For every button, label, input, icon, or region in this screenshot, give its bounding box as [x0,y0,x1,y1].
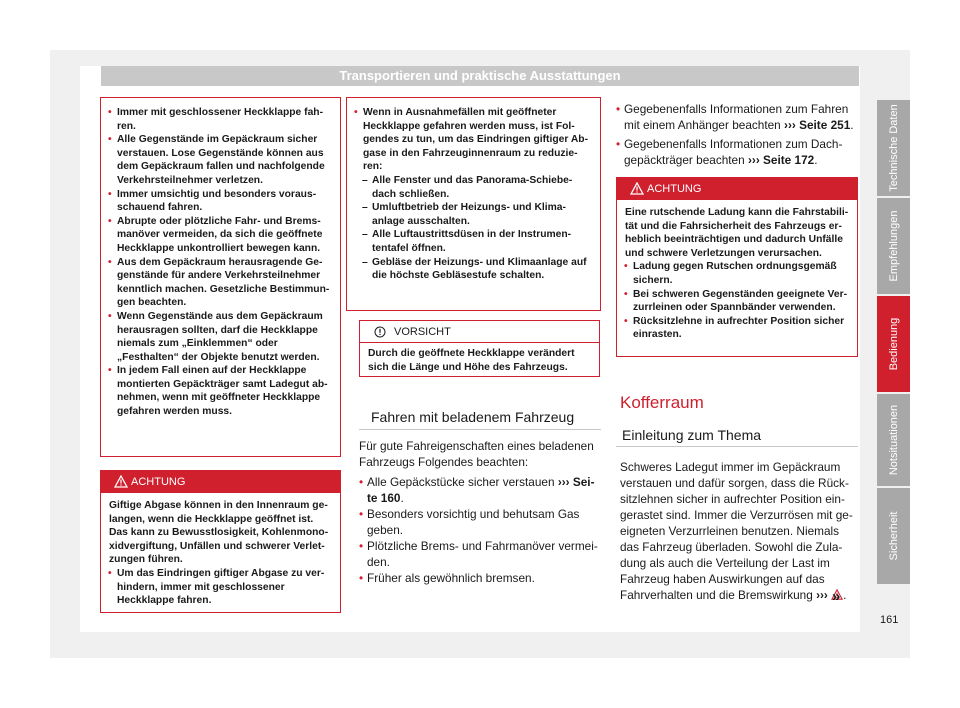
info-item [616,101,858,133]
side-tab-technische-daten[interactable] [877,100,910,196]
side-tab-label: Notsituationen [887,404,900,476]
warning-intro: Eine rutschende Ladung kann die Fahrstabilität und die Fahrsicherheit des Fahrzeugs erheblich beeinträchtigen und dadurch Unfälle und schwere Verletzungen verursachen. [625,207,849,259]
warning-item: • Immer mit geschlossener Heckklappe fahren. [109,106,332,133]
warning-item: • Bei schweren Gegenständen geeignete Verzurrleinen oder Spannbänder verwenden. [625,288,849,315]
section-item [359,474,601,506]
section-divider [616,446,858,447]
section-title: Fahren mit beladenem Fahrzeug [371,409,575,425]
page-number: 161 [880,614,899,626]
caution-heading: VORSICHT [394,326,451,338]
caution-header [360,321,599,343]
warning-item: • Abrupte oder plötzliche Fahr- und Bremsmanöver vermeiden, da sich die geöffnete Heckklappe unkontrolliert bewegen kann. [109,215,332,256]
info-item-end: . [814,153,818,167]
warning-heading: ACHTUNG [131,476,186,488]
intro-paragraph-text: Schweres Ladegut immer im Gepäckraum verstauen und dafür sorgen, dass die Rücksitzlehnen sicher in aufrechter Position eingerastet sind. Immer die Verzurrösen mit geeigneten Verzurrleinen benutzen. Niemals das Fahrzeug überladen. Sowohl die Zuladung als auch die Verteilung der Last im Fahrzeug haben Auswirkungen auf das Fahrverhalten und die Bremswirkung [620,460,853,602]
warning-intro: Giftige Abgase können in den Innenraum gelangen, wenn die Heckklappe geöffnet ist. Das kann zu Bewusstlosigkeit, Kohlenmonoxidvergiftung, Unfällen und schwerer Verletzungen führen. [109,500,329,566]
info-circle-icon [374,326,386,338]
warning-box-exhaust [100,470,341,613]
warning-heading: ACHTUNG [647,183,702,195]
warning-continued-box [100,97,341,457]
warning-item: • Um das Eindringen giftiger Abgase zu verhindern, immer mit geschlossener Heckklappe fahren. [109,567,332,608]
caution-text: Durch die geöffnete Heckklappe verändert sich die Länge und Höhe des Fahrzeugs. [368,348,575,373]
section-intro: Für gute Fahreigenschaften eines beladenen Fahrzeugs Folgendes beachten: [359,439,594,469]
section-item: • Früher als gewöhnlich bremsen. [359,570,601,586]
section-item: • Plötzliche Brems- und Fahrmanöver vermeiden. [359,538,601,570]
warning-item: • Aus dem Gepäckraum herausragende Gegenstände für andere Verkehrsteilnehmer kenntlich machen. Gesetzliche Bestimmungen beachten. [109,256,332,310]
section-divider [359,429,601,430]
caution-box [359,320,600,377]
warning-header [617,178,857,200]
intro-paragraph-end: . [843,588,847,602]
page-reference-link[interactable]: ››› Seite 251 [784,118,851,132]
info-item-text: Gegebenenfalls Informationen zum Fahren mit einem Anhänger beachten [624,102,849,132]
warning-item: • In jedem Fall einen auf der Heckklappe montierten Gepäckträger samt Ladegut abnehmen, wenn mit geöffneter Heckklappe gefahren werden muss. [109,364,332,418]
warning-item: • Rücksitzlehne in aufrechter Position sicher einrasten. [625,315,849,342]
intro-paragraph [620,459,856,603]
warning-box-load [616,177,858,357]
section-item-text: Alle Gepäckstücke sicher verstauen [367,475,558,489]
warning-triangle-icon [114,475,128,488]
continued-marker: » [832,588,841,605]
warning-step: – Alle Fenster und das Panorama-Schiebedach schließen. [355,174,592,201]
subsection-title: Einleitung zum Thema [622,427,762,443]
warning-step: – Gebläse der Heizungs- und Klimaanlage auf die höchste Gebläsestufe schalten. [355,256,592,283]
page-reference-link[interactable]: ››› Seite 160 [367,475,595,505]
section-item: • Besonders vorsichtig und behutsam Gas geben. [359,506,601,538]
warning-item: • Alle Gegenstände im Gepäckraum sicher verstauen. Lose Gegenstände können aus dem Gepäckraum fallen und nachfolgende Verkehrsteilnehmer verletzen. [109,133,332,187]
page-reference-link[interactable]: ››› Seite 172 [747,153,815,167]
warning-triangle-icon [630,182,644,195]
side-tab-sicherheit[interactable] [877,488,910,584]
warning-intro: • Wenn in Ausnahmefällen mit geöffneter Heckklappe gefahren werden muss, ist Folgendes zu tun, um das Eindringen giftiger Abgase in den Fahrzeuginnenraum zu reduzieren: [355,106,592,174]
section-item-end: . [400,491,404,505]
warning-item: • Immer umsichtig und besonders vorausschauend fahren. [109,188,332,215]
info-item-text: Gegebenenfalls Informationen zum Dachgepäckträger beachten [624,137,843,167]
warning-item: • Wenn Gegenstände aus dem Gepäckraum herausragen sollten, darf die Heckklappe niemals zum „Einklemmen“ oder „Festhalten“ der Objekte benutzt werden. [109,310,332,364]
warning-step: – Umluftbetrieb der Heizungs- und Klimaanlage ausschalten. [355,201,592,228]
column3-bullets [616,101,858,168]
chapter-title: Kofferraum [620,393,704,412]
side-tab-label: Technische Daten [887,104,900,192]
warning-continued-box-2 [346,97,601,311]
page-reference-link[interactable]: ››› [816,588,828,602]
warning-item: • Ladung gegen Rutschen ordnungsgemäß sichern. [625,260,849,287]
side-tab-label: Empfehlungen [887,210,900,282]
page-header: Transportieren und praktische Ausstattungen [101,66,859,86]
side-tab-empfehlungen[interactable] [877,198,910,294]
info-item [616,136,858,168]
side-tab-notsituationen[interactable] [877,394,910,486]
section-body [359,438,601,586]
warning-step: – Alle Luftaustrittsdüsen in der Instrumententafel öffnen. [355,228,592,255]
side-tab-bedienung[interactable] [877,296,910,392]
info-item-end: . [850,118,854,132]
warning-header [101,471,340,493]
side-tab-label: Sicherheit [887,511,900,561]
side-tab-label: Bedienung [887,317,900,371]
